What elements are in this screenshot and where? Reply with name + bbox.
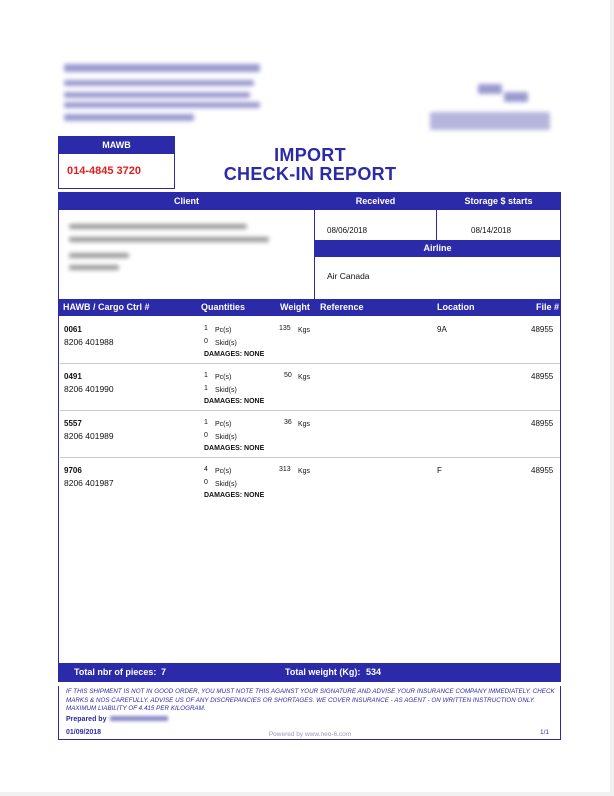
col-hawb: HAWB / Cargo Ctrl # <box>63 302 150 312</box>
row-cargo-ctrl: 8206 401987 <box>64 478 114 488</box>
row-file: 48955 <box>531 372 554 381</box>
disclaimer-text: IF THIS SHIPMENT IS NOT IN GOOD ORDER, YOU MUST NOTE THIS AGAINST YOUR SIGNATURE AND ADVISE YOUR INSURANCE COMPANY IMMEDIATELY. CHECK MARKS & NOS CAREFULLY. ADVISE US OF ANY DISCREPANCIES OR SHORTAGES. WE COVER INSURANCE - AS AGENT - ON WRITTEN INSTRUCTION ONLY. MAXIMUM LIABILITY OF 4.415 PER KILOGRAM. <box>66 688 555 712</box>
row-hawb: 9706 <box>64 466 82 475</box>
row-weight: 313 <box>279 466 291 473</box>
received-date: 08/06/2018 <box>327 226 368 235</box>
row-skid-unit: Skid(s) <box>215 387 237 394</box>
airline-name: Air Canada <box>327 271 370 281</box>
row-skid-count: 1 <box>204 385 208 392</box>
row-hawb: 5557 <box>64 419 82 428</box>
prepared-by-label: Prepared by <box>66 716 107 723</box>
row-skid-unit: Skid(s) <box>215 434 237 441</box>
report-frame <box>58 192 561 678</box>
row-location: F <box>437 466 442 475</box>
row-hawb: 0061 <box>64 325 82 334</box>
row-weight: 50 <box>284 372 292 379</box>
row-pcs-unit: Pc(s) <box>215 327 232 334</box>
print-date: 01/09/2018 <box>66 729 102 736</box>
report-title-line1: IMPORT <box>274 145 346 165</box>
row-file: 48955 <box>531 419 554 428</box>
total-weight-label: Total weight (Kg): <box>285 667 361 677</box>
row-damages: DAMAGES: NONE <box>204 492 265 499</box>
redacted-preparer-name <box>110 716 168 721</box>
row-cargo-ctrl: 8206 401989 <box>64 431 114 441</box>
row-cargo-ctrl: 8206 401990 <box>64 384 114 394</box>
row-damages: DAMAGES: NONE <box>204 445 265 452</box>
row-pcs-count: 1 <box>204 325 208 332</box>
mawb-number: 014-4845 3720 <box>67 165 142 177</box>
row-pcs-count: 4 <box>204 466 208 473</box>
col-location: Location <box>437 302 475 312</box>
row-damages: DAMAGES: NONE <box>204 398 265 405</box>
row-weight-unit: Kgs <box>298 421 311 428</box>
row-weight: 135 <box>279 325 291 332</box>
row-pcs-unit: Pc(s) <box>215 374 232 381</box>
row-weight-unit: Kgs <box>298 327 311 334</box>
table-header <box>59 299 560 316</box>
row-cargo-ctrl: 8206 401988 <box>64 337 114 347</box>
row-skid-count: 0 <box>204 432 208 439</box>
row-location: 9A <box>437 325 447 334</box>
received-header: Received <box>314 193 437 210</box>
row-pcs-count: 1 <box>204 372 208 379</box>
total-weight-value: 534 <box>366 667 382 677</box>
page-number: 1/1 <box>540 729 550 736</box>
total-pieces-value: 7 <box>161 667 167 677</box>
row-pcs-unit: Pc(s) <box>215 468 232 475</box>
row-hawb: 0491 <box>64 372 82 381</box>
row-file: 48955 <box>531 325 554 334</box>
row-pcs-count: 1 <box>204 419 208 426</box>
client-header: Client <box>59 193 314 210</box>
row-skid-count: 0 <box>204 338 208 345</box>
col-quantities: Quantities <box>201 302 246 312</box>
row-pcs-unit: Pc(s) <box>215 421 232 428</box>
row-damages: DAMAGES: NONE <box>204 351 265 358</box>
row-weight: 36 <box>284 419 292 426</box>
row-file: 48955 <box>531 466 554 475</box>
col-reference: Reference <box>320 302 364 312</box>
report-title-line2: CHECK-IN REPORT <box>223 164 397 184</box>
total-pieces-label: Total nbr of pieces: <box>74 667 157 677</box>
col-file: File # <box>536 302 560 312</box>
row-weight-unit: Kgs <box>298 374 311 381</box>
row-weight-unit: Kgs <box>298 468 311 475</box>
report-title <box>195 146 425 184</box>
row-skid-count: 0 <box>204 479 208 486</box>
powered-by: Powered by www.neo-6.com <box>268 731 352 738</box>
storage-header: Storage $ starts <box>437 193 560 210</box>
totals-bar <box>58 663 561 682</box>
row-skid-unit: Skid(s) <box>215 340 237 347</box>
mawb-label: MAWB <box>59 137 174 154</box>
col-weight: Weight <box>280 302 310 312</box>
mawb-box <box>58 136 175 189</box>
storage-start-date: 08/14/2018 <box>471 226 512 235</box>
airline-header: Airline <box>315 240 560 257</box>
row-skid-unit: Skid(s) <box>215 481 237 488</box>
